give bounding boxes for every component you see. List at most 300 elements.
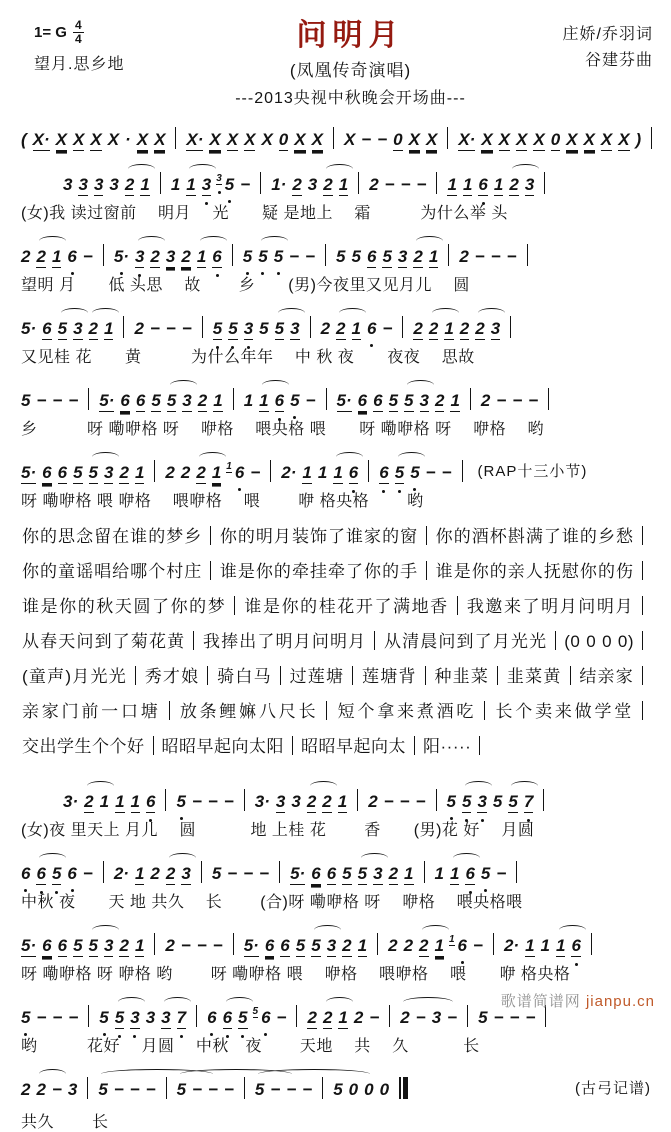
note: 2	[21, 247, 31, 266]
final-bar-line	[399, 1077, 408, 1105]
rap-phrase: 阳·····	[423, 737, 472, 756]
bar-line	[201, 861, 202, 883]
note: 3	[477, 792, 486, 813]
notation-symbol: −	[36, 391, 47, 410]
octave-dot-below	[71, 889, 74, 892]
bar-line	[543, 789, 544, 811]
note: 6	[67, 864, 76, 884]
bar-line	[467, 1005, 468, 1027]
note: 6	[57, 936, 68, 955]
rap-separator-bar	[570, 666, 571, 685]
notation-symbol: )	[635, 130, 642, 149]
note: 3	[165, 247, 176, 266]
note: 1	[404, 864, 414, 883]
note: 5	[73, 463, 83, 482]
note: 5	[275, 319, 284, 340]
rap-phrase: 你的思念留在谁的梦乡	[22, 527, 203, 546]
grace-note: 5	[252, 1006, 259, 1017]
slur-arc	[261, 236, 288, 246]
note: 2	[181, 247, 191, 266]
rap-separator-bar	[479, 736, 480, 755]
bar-line	[357, 789, 358, 811]
notation-row	[18, 159, 653, 196]
bar-line	[279, 861, 280, 883]
note: 2	[413, 319, 423, 338]
note: 5	[342, 864, 352, 883]
notation-symbol: ·	[125, 130, 131, 149]
note: 5	[258, 247, 267, 267]
slur-arc	[39, 236, 66, 246]
note: 3	[73, 319, 83, 338]
note: 3	[291, 792, 301, 811]
note: X	[343, 130, 356, 149]
ending-line	[18, 1064, 653, 1132]
octave-dot-below	[216, 346, 219, 349]
octave-dot-below	[40, 891, 43, 894]
lyrics-line: (女)我 读过窗前 明月 光 疑 是地上 霜 为什么举 头	[21, 205, 508, 222]
rap-separator-bar	[352, 666, 353, 685]
note: 0	[278, 130, 289, 149]
notation-symbol: −	[415, 1008, 426, 1027]
bar-line	[470, 388, 471, 410]
notation-symbol: −	[506, 247, 517, 266]
note: X·	[458, 130, 476, 149]
bar-line	[510, 316, 511, 338]
note: 2	[322, 792, 332, 811]
slur-arc	[164, 997, 191, 1007]
bar-line	[462, 460, 463, 482]
note: 2	[434, 391, 445, 410]
note: 2	[119, 463, 129, 482]
note: 1	[450, 864, 459, 885]
note: 2	[419, 936, 428, 957]
slur-arc	[559, 925, 586, 935]
note: 2	[475, 319, 484, 340]
grace-note: 3	[216, 174, 222, 185]
rap-separator-bar	[374, 631, 375, 650]
rap-phrase: (童声)月光光	[22, 667, 127, 686]
note: 5·	[21, 463, 37, 482]
note: 0	[393, 130, 403, 149]
note: 1	[140, 175, 150, 194]
note: 0	[348, 1080, 359, 1099]
slur-arc	[403, 997, 453, 1007]
rap-separator-bar	[135, 666, 136, 685]
slur-arc	[278, 308, 305, 318]
slur-arc	[170, 380, 197, 390]
note: 7	[177, 1008, 186, 1029]
notation-symbol: −	[51, 1080, 62, 1099]
note: X	[408, 130, 420, 149]
bar-line	[296, 1005, 297, 1027]
bar-line	[103, 244, 104, 266]
note: X	[566, 130, 578, 149]
octave-dot-below	[481, 819, 484, 822]
rap-separator-bar	[426, 561, 427, 580]
bar-line	[88, 1005, 89, 1027]
octave-dot-below	[120, 272, 123, 275]
note: 5	[238, 1008, 247, 1029]
note: 5	[225, 175, 234, 195]
slur-arc	[200, 236, 227, 246]
bar-line	[368, 460, 369, 482]
note: 2	[429, 319, 438, 340]
note: 5	[333, 1080, 343, 1099]
note: 6	[235, 463, 244, 483]
note: 3	[135, 247, 144, 268]
notation-symbol: −	[512, 391, 523, 410]
rap-separator-bar	[642, 561, 643, 580]
notation-symbol: −	[180, 936, 191, 955]
bar-line	[333, 127, 334, 149]
note: 6	[57, 463, 68, 482]
note: 2	[342, 936, 352, 955]
note: 5	[176, 792, 185, 812]
note: 5	[351, 247, 361, 266]
slur-arc	[258, 1069, 370, 1079]
note: 6	[135, 391, 146, 410]
note: 1	[540, 936, 550, 955]
note: 2	[388, 936, 398, 955]
note: 3	[130, 1008, 139, 1029]
bar-line	[160, 172, 161, 194]
notation-symbol: −	[223, 792, 234, 811]
note: 6	[379, 463, 388, 484]
note: 3	[202, 175, 211, 196]
rap-phrase: 从清晨问到了月光光	[383, 632, 548, 651]
note: 2	[89, 319, 98, 340]
rap-separator-bar	[642, 666, 643, 685]
grace-note: 1	[226, 461, 232, 472]
notation-row	[18, 920, 653, 957]
notation-symbol: −	[250, 463, 261, 482]
notation-symbol: −	[52, 391, 63, 410]
bar-line	[310, 316, 311, 338]
note: 1	[317, 463, 328, 482]
note: 0	[379, 1080, 390, 1099]
bar-line	[447, 127, 448, 149]
note: 5	[492, 792, 503, 811]
slur-arc	[169, 853, 196, 863]
slur-arc	[128, 164, 155, 174]
notation-symbol: −	[447, 1008, 458, 1027]
note: 5	[228, 319, 237, 340]
lyrics-line: 哟 花好 月圆 中秋 夜 天地 共 久 长	[21, 1038, 480, 1055]
rap-separator-bar	[484, 701, 485, 720]
note: 6	[366, 247, 377, 266]
note: 6	[36, 864, 45, 885]
note: 5	[255, 1080, 264, 1100]
note: 1	[243, 391, 254, 410]
rap-phrase: 长个卖来做学堂	[493, 702, 635, 721]
notation-symbol: −	[196, 936, 207, 955]
note: 3	[63, 175, 73, 194]
note: 2	[165, 936, 175, 955]
note: 6	[311, 864, 321, 883]
lyrics-line: 中秋 夜 天 地 共久 长 (合)呀 嘞咿格 呀 咿格 喂央格喂	[21, 894, 523, 911]
rap-phrase: 莲塘背	[361, 667, 417, 686]
notation-symbol: −	[129, 1080, 140, 1099]
notation-symbol: −	[473, 936, 483, 955]
note: 6	[42, 936, 52, 955]
note: 5	[213, 319, 222, 340]
rap-phrase: 秀才娘	[143, 667, 200, 686]
slur-arc	[398, 452, 425, 462]
note: 2	[197, 391, 208, 410]
slur-arc	[92, 925, 119, 935]
note: 5	[410, 463, 419, 483]
note: 1	[115, 792, 125, 811]
note: 6	[571, 936, 580, 957]
octave-dot-below	[469, 891, 472, 894]
rap-phrase: 你的童谣唱给哪个村庄	[22, 562, 203, 581]
note: 1	[186, 175, 195, 196]
note: 1	[170, 175, 181, 194]
notation-symbol: −	[68, 391, 79, 410]
note: 6	[478, 175, 487, 196]
notation-symbol: −	[276, 1008, 287, 1027]
octave-dot-below	[218, 191, 221, 194]
note: 5	[21, 1008, 30, 1028]
rap-phrase: 骑白马	[216, 667, 272, 686]
note: 3·	[254, 792, 270, 811]
note: 0	[364, 1080, 374, 1099]
note: 2·	[113, 864, 129, 883]
note: 6	[275, 391, 284, 412]
notation-symbol: −	[286, 1080, 297, 1099]
rap-phrase: 昭昭早起向太	[301, 737, 406, 756]
note: 6	[212, 247, 221, 268]
notation-symbol: −	[181, 319, 192, 338]
notation-symbol: −	[400, 175, 411, 194]
note: 2	[150, 247, 160, 266]
note: 1	[337, 792, 348, 811]
rap-separator-bar	[642, 631, 643, 650]
note: X	[136, 130, 149, 149]
note: 6	[326, 864, 337, 883]
octave-dot-below	[228, 200, 231, 203]
note: 2	[353, 1008, 364, 1027]
note: 2	[125, 175, 134, 196]
note: 2	[400, 1008, 409, 1028]
bar-line	[270, 460, 271, 482]
rap-separator-bar	[642, 701, 643, 720]
notation-symbol: −	[145, 1080, 156, 1099]
note: 7	[524, 792, 533, 813]
rap-phrase: 谁是你的亲人抚慰你的伤	[435, 562, 635, 581]
bar-line	[154, 933, 155, 955]
note: 6	[367, 319, 376, 339]
rap-separator-bar	[426, 526, 427, 545]
bar-line	[548, 388, 549, 410]
note: 1	[434, 864, 444, 883]
rap-phrase: 你的酒杯斟满了谁的乡愁	[435, 527, 635, 546]
lyrics-line: 呀 嘞咿格 喂 咿格 喂咿格 喂 咿 格央格 哟	[21, 493, 424, 510]
note: X	[600, 130, 613, 149]
chorus-line-1	[18, 375, 653, 439]
rap-phrase: 交出学生个个好	[22, 737, 145, 756]
rap-phrase: 短个拿来煮酒吃	[335, 702, 477, 721]
bar-line	[326, 388, 327, 410]
notation-annotation: (RAP十三小节)	[477, 463, 588, 480]
octave-dot-below	[71, 272, 74, 275]
note: 3	[67, 1080, 78, 1099]
note: 5	[404, 391, 413, 412]
note: X·	[32, 130, 50, 149]
bar-line	[88, 388, 89, 410]
grace-note: 1	[448, 934, 455, 945]
notation-symbol: −	[415, 792, 426, 811]
rap-phrase: (0 0 0 0)	[564, 632, 635, 651]
note: 5	[259, 319, 269, 338]
slur-arc	[314, 925, 341, 935]
octave-dot-below	[482, 202, 485, 205]
bar-line	[154, 460, 155, 482]
bar-line	[322, 1077, 323, 1099]
slur-arc	[118, 997, 145, 1007]
note: 3	[244, 319, 253, 340]
note: 2	[150, 864, 160, 883]
notation-symbol: −	[68, 1008, 79, 1027]
note: 2	[21, 1080, 31, 1099]
note: 5	[336, 247, 346, 266]
note: 1	[434, 936, 444, 955]
note: X	[516, 130, 528, 149]
occasion-note: ---2013央视中秋晚会开场曲---	[235, 90, 466, 107]
notation-symbol: −	[302, 1080, 313, 1099]
note: X	[90, 130, 102, 149]
note: 5	[167, 391, 176, 412]
note: 5	[52, 864, 61, 885]
note: X	[107, 130, 120, 149]
bar-line	[544, 172, 545, 194]
octave-dot-below	[180, 1035, 183, 1038]
octave-dot-below	[180, 817, 183, 820]
note: 3	[145, 1008, 156, 1027]
rap-phrase: 我捧出了明月问明月	[202, 632, 367, 651]
notation-symbol: −	[165, 319, 176, 338]
lyrics-line: 共久 长	[21, 1114, 109, 1131]
note: 1	[462, 175, 473, 194]
bar-line	[424, 861, 425, 883]
note: 2	[36, 1080, 45, 1100]
note: 2	[84, 792, 93, 813]
slur-arc	[138, 236, 165, 246]
note: 1	[493, 175, 504, 194]
notation-symbol: −	[270, 1080, 281, 1099]
rap-separator-bar	[193, 631, 194, 650]
lyrics-line: (女)夜 里天上 月儿 圆 地 上桂 花 香 (男)花 好 月圆	[21, 822, 535, 839]
lyrics-line: 又见桂 花 黄 为什么年年 中 秋 夜 夜夜 思故	[21, 349, 475, 366]
note: 3	[104, 463, 114, 482]
notation-symbol: −	[509, 1008, 520, 1027]
note: 6	[207, 1008, 216, 1028]
notation-symbol: −	[243, 864, 254, 883]
note: 1	[351, 319, 361, 338]
slur-arc	[189, 164, 216, 174]
note: 6	[223, 1008, 232, 1029]
note: 2	[509, 175, 518, 196]
time-signature	[73, 20, 84, 45]
notation-symbol: −	[361, 130, 372, 149]
key-signature: 1= G	[34, 24, 67, 41]
verse-line-2	[18, 231, 653, 295]
rap-separator-bar	[425, 666, 426, 685]
note: X	[73, 130, 85, 149]
slur-arc	[511, 781, 538, 791]
note: 2·	[281, 463, 297, 482]
note: 2	[180, 463, 191, 482]
rap-phrase: 昭昭早起向太阳	[161, 737, 284, 756]
bar-line	[436, 172, 437, 194]
note: 3	[182, 391, 192, 410]
notation-symbol: −	[259, 864, 270, 883]
notation-symbol: −	[82, 864, 93, 883]
watermark-site-name: 歌谱简谱网	[500, 993, 581, 1010]
rap-phrase: 种韭菜	[433, 667, 490, 686]
note: 5	[98, 1080, 107, 1100]
rap-separator-bar	[207, 666, 208, 685]
note: 2	[336, 319, 345, 340]
slur-arc	[92, 452, 119, 462]
octave-dot-below	[247, 346, 250, 349]
bar-line	[358, 172, 359, 194]
verse-line-3	[18, 303, 653, 367]
notation-symbol: −	[223, 1080, 234, 1099]
note: X	[294, 130, 306, 149]
note: 6	[280, 936, 290, 955]
slur-arc	[407, 380, 434, 390]
octave-dot-below	[103, 1033, 106, 1036]
note: 5	[274, 247, 283, 267]
bar-line	[232, 244, 233, 266]
bar-line	[202, 316, 203, 338]
note: 6	[42, 319, 52, 338]
notation-row	[18, 114, 653, 151]
note: 5	[211, 864, 222, 883]
slur-arc	[422, 925, 449, 935]
octave-dot-below	[398, 490, 401, 493]
slur-arc	[199, 452, 226, 462]
song-title: 问明月	[296, 19, 405, 52]
rap-phrase: 你的明月装饰了谁家的窗	[219, 527, 419, 546]
slur-arc	[39, 1069, 66, 1079]
slur-arc	[326, 997, 353, 1007]
octave-dot-below	[205, 202, 208, 205]
note: 5	[73, 936, 83, 955]
notation-symbol: −	[305, 391, 316, 410]
rap-separator-bar	[555, 631, 556, 650]
bar-line	[233, 388, 234, 410]
note: 2	[320, 319, 331, 338]
note: 1·	[271, 175, 287, 194]
note: 2	[459, 247, 469, 266]
note: 2	[307, 792, 316, 813]
note: X	[533, 130, 545, 149]
note: X	[498, 130, 510, 149]
note: 5	[382, 247, 392, 266]
notation-symbol: −	[377, 130, 388, 149]
notation-symbol: −	[441, 463, 452, 482]
bar-line	[123, 316, 124, 338]
slur-arc	[432, 308, 459, 318]
note: 6	[42, 463, 52, 482]
note: 5	[177, 1080, 186, 1100]
header-left-block	[16, 10, 196, 74]
note: X	[244, 130, 256, 149]
rap-separator-bar	[234, 596, 235, 615]
score-upper-section	[16, 114, 655, 511]
